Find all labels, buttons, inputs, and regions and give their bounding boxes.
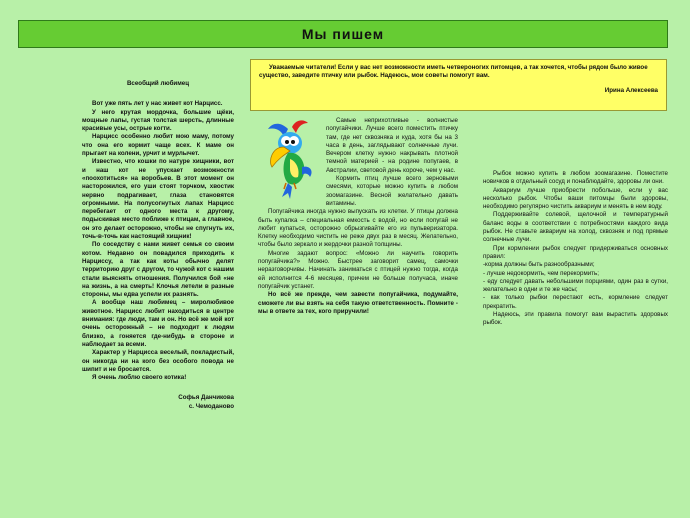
fish-rule: -корма должны быть разнообразными; (483, 261, 595, 269)
cat-author: Софья Данчикова (178, 394, 234, 402)
intro-author: Ирина Алексеева (604, 86, 658, 94)
header-banner (18, 20, 668, 48)
cat-paragraph: Известно, что кошки по натуре хищники, вот и наш кот не упускает возможности «поохотиться» на воробьев. В этот момент он насторожился, его уши стоят торчком, хвостик нервно подрагивает, глаза становятся огромными. На полусогнутых лапах Нарцисс перебегает от одного места к другому, подыскивая место поближе к птицам, а главное, он это делает осторожно, чтобы не спугнуть их, точь-в-точь как настоящий хищник! (82, 158, 234, 241)
cat-author-place: с. Чемоданово (188, 402, 234, 410)
parrot-paragraph: Попугайчика иногда нужно выпускать из клетки. У птицы должна быть купалка – специальная емкость с водой, но если попугай не любит купаться, осторожно обрызгивайте его из пульверизатора. Клетку необходимо чистить не реже двух раз в месяц. Желательно, чтобы было зеркало и жердочки разной толщины. (258, 208, 458, 249)
cat-paragraph: Вот уже пять лет у нас живет кот Нарцисс. (92, 100, 223, 108)
fish-paragraph: Надеюсь, эти правила помогут вам вырастить здоровых рыбок. (483, 311, 668, 327)
parrot-paragraph: Многие задают вопрос: «Можно ли научить говорить попугайчика?» Можно. Быстрее заговорит самец, самочки неразговорчивы. Начинать заниматься с птицей нужно тогда, когда ей исполнится 4-6 месяцев, причем не больше получаса, иначе попугайчик устанет. (258, 249, 458, 290)
parrot-paragraph: Но всё же прежде, чем завести попугайчика, подумайте, сможете ли вы взять на себя такую ответственность. Помните - мы в ответе за тех, кого приручили! (258, 291, 458, 315)
cat-paragraph: Характер у Нарцисса веселый, покладистый, он никогда ни на кого без особого повода не шипит и не бросается. (82, 349, 234, 373)
fish-article (483, 170, 668, 328)
parrot-illustration (258, 117, 320, 201)
cat-paragraph: А вообще наш любимец – миролюбивое животное. Нарцисс любит находиться в центре внимания: где люди, там и он. Но всё же мой кот очень осторожный – не подходит к людям близко, а гоняется где-нибудь в стороне и наблюдает за всеми. (82, 299, 234, 348)
fish-paragraph: Аквариум лучше приобрести побольше, если у вас несколько рыбок. Чтобы ваши питомцы были здоровы, необходимо регулярно чистить аквариум и менять в нем воду. (483, 186, 668, 211)
fish-rule: - лучше недокормить, чем перекормить; (483, 269, 599, 277)
fish-paragraph: Рыбок можно купить в любом зоомагазине. Поместите новичков в отдельный сосуд и понаблюдайте, здоровы ли они. (483, 170, 668, 186)
cat-paragraph: По соседству с нами живет семья со своим котом. Недавно он повадился приходить к Нарциссу, а так как коты обычно делят территорию друг с другом, то чужой кот с нашим стали выяснять отношения. Получился бой «не на жизнь, а на смерть! Клочья летели в разные стороны, мы едва успели их разнять. (82, 241, 234, 299)
intro-box (250, 59, 667, 111)
fish-paragraph: При кормлении рыбок следует придерживаться основных правил: (483, 244, 668, 260)
fish-rule: - как только рыбки перестают есть, кормление следует прекратить. (483, 294, 668, 310)
cat-article-title: Всеобщий любимец (126, 80, 190, 87)
cat-paragraph: Нарцисс особенно любит мою маму, потому что она его кормит чаще всех. К маме он прыгает на колени, урчит и мурлычет. (82, 133, 234, 158)
fish-paragraph: Поддерживайте солевой, щелочной и температурный баланс воды в соответствии с потребностями каждого вида рыбок. Не ставьте аквариум на холод, сквозняк и под прямые солнечные лучи. (483, 211, 668, 244)
page-title: Мы пишем (301, 26, 385, 42)
cat-article (82, 80, 234, 411)
cat-paragraph: У него крутая мордочка, большие щёки, мощные лапы, густая толстая шерсть, длинные красивые усы, острые когти. (82, 108, 234, 133)
intro-text: Уважаемые читатели! Если у вас нет возможности иметь четвероногих питомцев, а так хочется, чтобы рядом было живое существо, заведите птичку или рыбок. Надеюсь, мои советы помогут вам. (259, 64, 648, 80)
parrot-paragraph: Кормить птиц лучше всего зерновыми смесями, которые можно купить в любом зоомагазине. Весной желательно давать витамины. (326, 175, 458, 207)
parrot-paragraph: Самые неприхотливые - волнистые попугайчики. Лучше всего поместить птичку там, где нет сквозняка и куда, хотя бы на 3 часа в день, заглядывают солнечные лучи. Вечером клетку нужно накрывать плотной темной материей - на родине попугаев, в Австралии, световой день короче, чем у нас. (326, 117, 458, 174)
fish-rule: - еду следует давать небольшими порциями, один раз в сутки, желательно в одни и те же часы; (483, 277, 668, 294)
parrot-article (258, 117, 458, 316)
cat-paragraph: Я очень люблю своего котика! (92, 374, 187, 382)
